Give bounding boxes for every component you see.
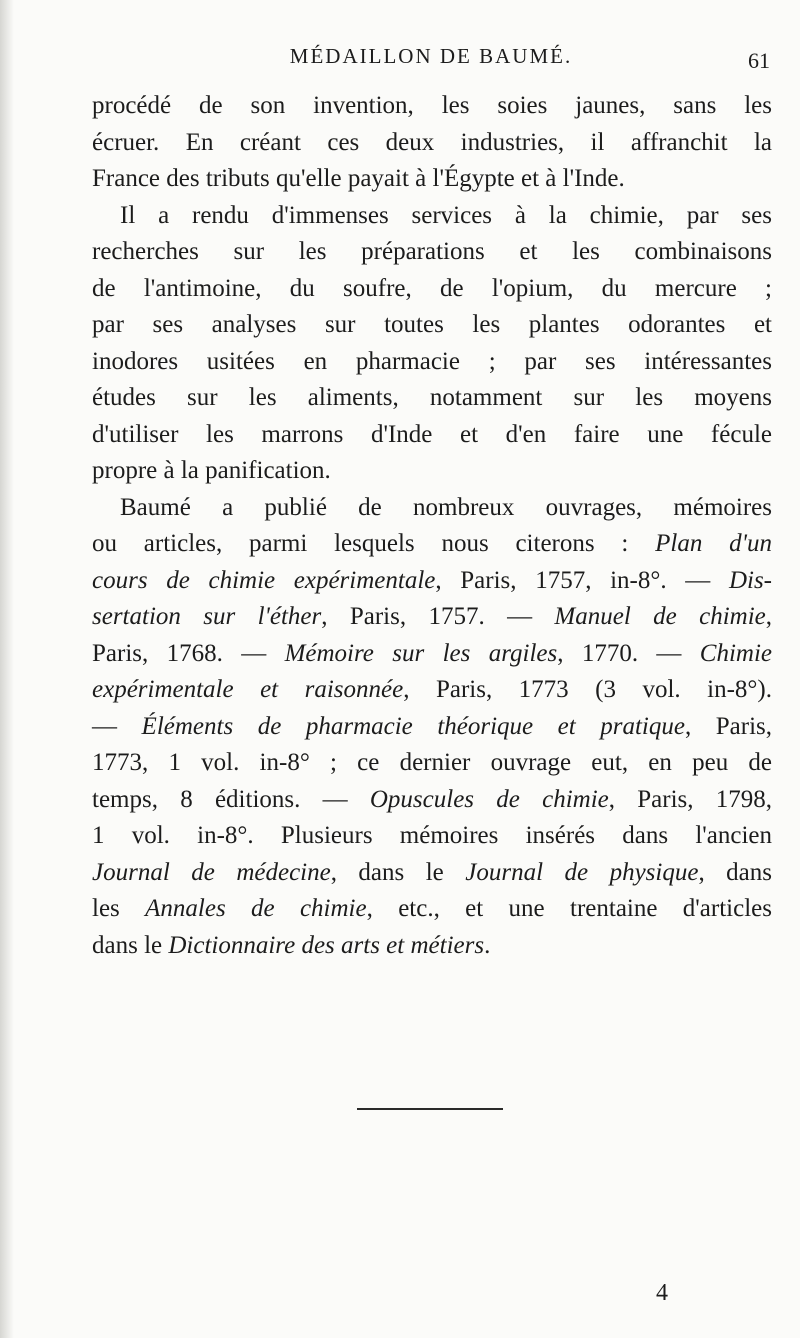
text-line xyxy=(92,380,772,417)
italic-title: Journal de physique xyxy=(465,858,699,886)
text-segment: d'utiliser les marrons d'Inde et d'en faire une fécule xyxy=(92,420,772,448)
text-line xyxy=(92,453,772,490)
text-line xyxy=(92,526,772,563)
text-line xyxy=(92,88,772,125)
italic-title: Opuscules de chimie xyxy=(369,785,609,813)
text-line xyxy=(92,891,772,928)
text-line xyxy=(92,782,772,819)
italic-title: Mémoire sur les argiles xyxy=(284,639,558,667)
text-segment: , Paris, xyxy=(684,712,773,740)
body-text xyxy=(92,88,772,964)
italic-title: expérimentale et raisonnée xyxy=(92,676,404,703)
text-segment: de l'antimoine, du soufre, de l'opium, du mercure ; xyxy=(92,274,772,302)
text-line xyxy=(92,599,772,636)
text-line xyxy=(92,709,772,746)
text-segment: temps, 8 éditions. — xyxy=(92,785,370,813)
text-segment: propre à la panification. xyxy=(92,457,331,484)
text-segment: ou articles, parmi lesquels nous citerons : xyxy=(92,530,656,557)
text-line xyxy=(92,745,772,782)
italic-title: Journal de médecine xyxy=(92,858,331,886)
page-number: 61 xyxy=(748,48,770,73)
text-segment: , Paris, 1798, xyxy=(608,785,773,813)
text-segment: 1 vol. in-8°. Plusieurs mémoires insérés dans l'ancien xyxy=(92,822,772,849)
text-line xyxy=(92,307,772,344)
running-title: MÉDAILLON DE BAUMÉ. xyxy=(289,44,573,68)
text-line xyxy=(92,417,772,454)
text-segment: Baumé a publié de nombreux ouvrages, mémoires xyxy=(120,493,772,521)
italic-title: Annales de chimie xyxy=(145,895,367,922)
section-rule xyxy=(357,1108,503,1110)
text-line xyxy=(92,928,772,965)
italic-title: Dis- xyxy=(728,566,772,594)
italic-title: Dictionnaire des arts et métiers xyxy=(168,931,485,959)
page-header xyxy=(92,44,770,80)
text-segment: Paris, 1768. — xyxy=(92,639,285,667)
text-segment: — xyxy=(92,712,142,740)
text-segment: Il a rendu d'immenses services à la chimie, par ses xyxy=(120,201,772,229)
text-segment: , 1770. — xyxy=(557,639,700,667)
text-segment: 1773, 1 vol. in-8° ; ce dernier ouvrage eut, en peu de xyxy=(92,749,772,776)
text-line xyxy=(92,125,772,162)
text-segment: , Paris, 1773 (3 vol. in-8°). xyxy=(403,676,772,703)
text-segment: études sur les aliments, notamment sur les moyens xyxy=(92,384,772,411)
text-segment: France des tributs qu'elle payait à l'Égypte et à l'Inde. xyxy=(92,165,625,192)
text-segment: dans le xyxy=(92,931,169,959)
text-line xyxy=(92,234,772,271)
text-line xyxy=(92,198,772,235)
italic-title: Manuel de chimie xyxy=(554,603,766,630)
text-segment: , dans xyxy=(698,858,772,886)
italic-title: sertation sur l'éther xyxy=(92,603,322,630)
italic-title: Éléments de pharmacie théorique et pratique xyxy=(141,712,685,740)
text-line xyxy=(92,818,772,855)
text-segment: , etc., et une trentaine d'articles xyxy=(366,895,772,922)
text-line xyxy=(92,490,772,527)
page-edge-shadow xyxy=(0,0,14,1338)
italic-title: cours de chimie expérimentale xyxy=(92,566,436,594)
text-segment: , Paris, 1757, in-8°. — xyxy=(435,566,729,594)
text-line xyxy=(92,161,772,198)
text-segment: écruer. En créant ces deux industries, il affranchit la xyxy=(92,128,772,156)
italic-title: Chimie xyxy=(699,639,773,667)
text-segment: inodores usitées en pharmacie ; par ses intéressantes xyxy=(92,347,772,375)
text-line xyxy=(92,636,772,673)
text-line xyxy=(92,271,772,308)
text-segment: recherches sur les préparations et les combinaisons xyxy=(92,238,772,265)
text-segment: par ses analyses sur toutes les plantes odorantes et xyxy=(92,311,772,338)
text-segment: procédé de son invention, les soies jaunes, sans les xyxy=(92,92,772,119)
text-line xyxy=(92,672,772,709)
text-segment: . xyxy=(484,931,491,959)
text-segment: les xyxy=(92,895,146,922)
text-segment: , Paris, 1757. — xyxy=(321,603,555,630)
signature-mark: 4 xyxy=(656,1280,668,1306)
text-line xyxy=(92,563,772,600)
text-line xyxy=(92,344,772,381)
text-segment: , dans le xyxy=(330,858,466,886)
italic-title: Plan d'un xyxy=(655,530,772,557)
text-segment: , xyxy=(765,603,772,630)
text-line xyxy=(92,855,772,892)
